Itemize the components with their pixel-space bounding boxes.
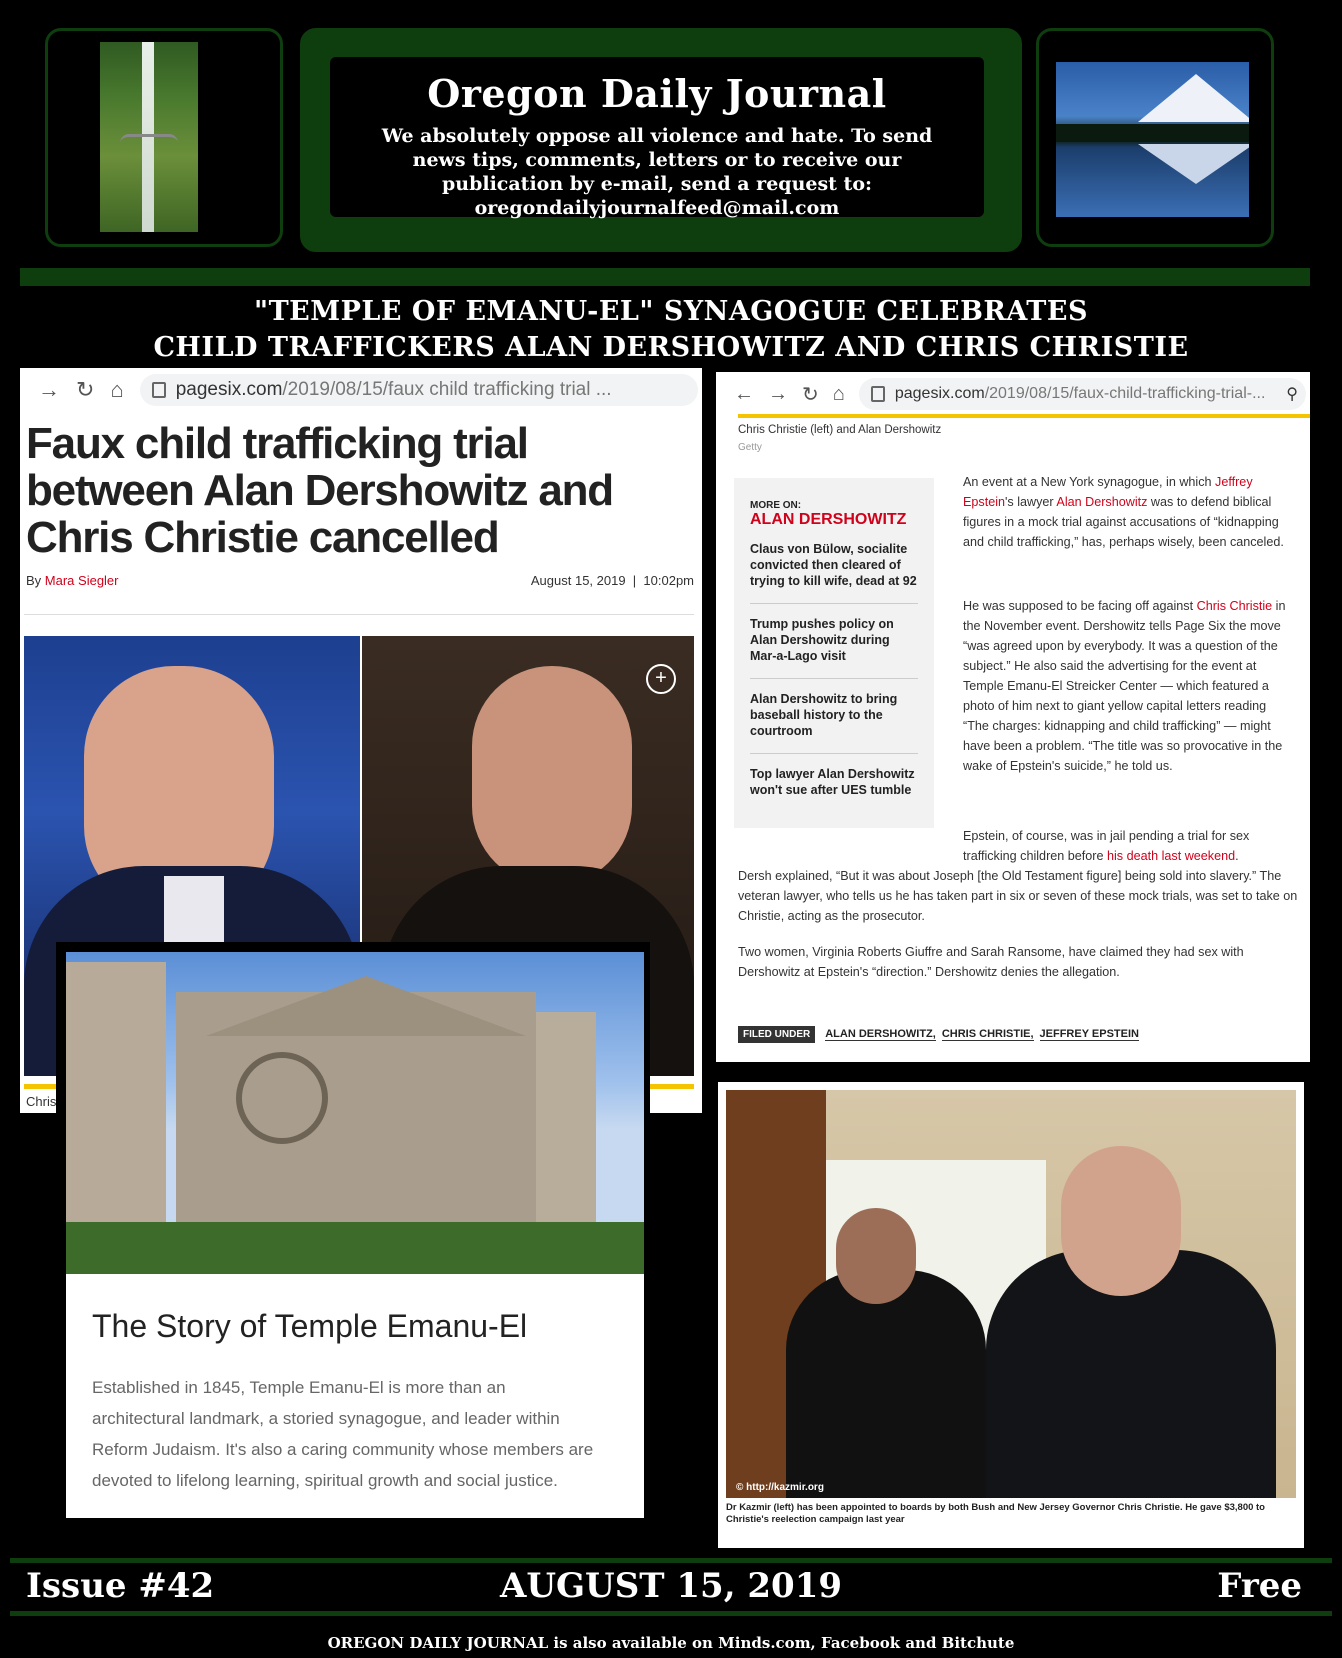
divider: [24, 614, 694, 615]
sidebar-item[interactable]: Alan Dershowitz to bring baseball history to the courtroom: [750, 679, 918, 754]
temple-card: [66, 952, 644, 1518]
photo-watermark: © http://kazmir.org: [736, 1482, 824, 1493]
link-alan-dershowitz[interactable]: Alan Dershowitz: [1056, 495, 1148, 509]
kazmir-christie-photo: [726, 1090, 1296, 1498]
paragraph-4: Two women, Virginia Roberts Giuffre and Sarah Ransome, have claimed they had sex with Dershowitz at Epstein's “direction.” Dershowitz denies the allegation.: [738, 945, 1244, 979]
more-on-heading[interactable]: ALAN DERSHOWITZ: [750, 511, 907, 528]
link-jeffrey-epstein[interactable]: Jeffrey Epstein: [963, 475, 1253, 509]
forward-icon[interactable]: →: [38, 377, 60, 402]
expand-icon[interactable]: +: [646, 664, 676, 694]
temple-photo: [66, 952, 644, 1274]
browser-toolbar-right: [716, 372, 1310, 416]
kazmir-photo-card: [718, 1082, 1304, 1548]
headline-line-2: CHILD TRAFFICKERS ALAN DERSHOWITZ AND CHRIS CHRISTIE: [153, 332, 1189, 363]
link-his-death[interactable]: his death last weekend: [1106, 849, 1236, 863]
url-domain: pagesix.com: [894, 385, 985, 402]
availability-note: OREGON DAILY JOURNAL is also available on Minds.com, Facebook and Bitchute: [327, 1634, 1015, 1652]
more-on-label: MORE ON:: [750, 500, 802, 511]
temple-body: Established in 1845, Temple Emanu-El is more than an architectural landmark, a storied synagogue, and leader within Reform Judaism. It's also a caring community whose members are devoted to lifelong learning, spiritual growth and social justice.: [92, 1378, 594, 1490]
paragraph-2: He was supposed to be facing off against Chris Christie in the November event. Dershowitz tells Page Six the move “was agreed upon by everybody. It was a question of the subject.” He also said the advertising for the event at Temple Emanu-El Streicker Center — which featured a photo of him next to giant yellow capital letters reading “The charges: kidnapping and child trafficking” — might have been a problem. “The title was so provocative in the wake of Epstein's suicide,” he told us.: [963, 599, 1286, 773]
mountain-lake-image: [1056, 62, 1249, 217]
author-link[interactable]: Mara Siegler: [44, 573, 119, 588]
home-icon[interactable]: ⌂: [110, 377, 124, 402]
lock-icon: [871, 386, 885, 402]
search-icon[interactable]: ⚲: [1286, 386, 1298, 403]
byline: By Mara Siegler August 15, 2019 | 10:02pm: [26, 573, 694, 588]
reload-icon[interactable]: ↻: [76, 377, 95, 402]
footer-top-rule: [10, 1558, 1332, 1563]
url-path: /2019/08/15/faux-child-trafficking-trial-...: [984, 385, 1266, 402]
paragraph-3-continued: Dersh explained, “But it was about Joseph [the Old Testament figure] being sold into slavery.” The veteran lawyer, who tells us he has taken part in six or seven of these mock trials, was set to take on Christie, acting as the prosecutor.: [738, 869, 1298, 923]
tag-link[interactable]: CHRIS CHRISTIE,: [941, 1028, 1034, 1040]
masthead-tagline: We absolutely oppose all violence and hate. To send news tips, comments, letters or to receive our publication by e-mail, send a request to: oregondailyjournalfeed@mail.com: [381, 125, 933, 219]
lock-icon: [152, 382, 166, 398]
paragraph-3: Epstein, of course, was in jail pending a trial for sex trafficking children before his death last weekend.: [963, 829, 1250, 863]
issue-number: Issue #42: [26, 1566, 215, 1606]
publication-title: Oregon Daily Journal: [427, 71, 887, 116]
photo-credit: Getty: [738, 442, 762, 453]
issue-date: AUGUST 15, 2019: [499, 1566, 843, 1606]
back-icon[interactable]: ←: [734, 382, 754, 405]
reload-icon[interactable]: ↻: [802, 383, 819, 406]
photo-caption: Chris Christie (left) and Alan Dershowitz: [738, 424, 942, 436]
sidebar-item[interactable]: Trump pushes policy on Alan Dershowitz during Mar-a-Lago visit: [750, 604, 918, 679]
home-icon[interactable]: ⌂: [832, 382, 845, 405]
link-chris-christie[interactable]: Chris Christie: [1196, 599, 1273, 613]
article-title: Faux child trafficking trial between Alan Dershowitz and Chris Christie cancelled: [26, 419, 613, 562]
url-domain: pagesix.com: [175, 379, 283, 400]
url-path: /2019/08/15/faux child trafficking trial ...: [282, 379, 612, 400]
filed-under: FILED UNDER ALAN DERSHOWITZ, CHRIS CHRISTIE, JEFFREY EPSTEIN: [738, 1026, 1139, 1043]
tag-link[interactable]: JEFFREY EPSTEIN: [1039, 1028, 1139, 1040]
tag-link[interactable]: ALAN DERSHOWITZ,: [825, 1028, 936, 1040]
more-on-sidebar: [734, 478, 934, 828]
photo-caption: Chris: [26, 1094, 57, 1109]
masthead: [330, 57, 984, 217]
footer-bottom-rule: [10, 1611, 1332, 1616]
masthead-divider: [20, 268, 1310, 286]
price: Free: [1217, 1566, 1302, 1606]
sidebar-item[interactable]: Claus von Bülow, socialite convicted then cleared of trying to kill wife, dead at 92: [750, 529, 918, 604]
forward-icon[interactable]: →: [768, 382, 788, 405]
address-bar[interactable]: [140, 374, 698, 406]
sidebar-item[interactable]: Top lawyer Alan Dershowitz won't sue after UES tumble: [750, 767, 915, 797]
right-article-screenshot: [716, 372, 1310, 1062]
address-bar[interactable]: [859, 378, 1306, 410]
browser-toolbar: [20, 368, 702, 412]
temple-title: The Story of Temple Emanu-El: [92, 1308, 528, 1344]
paragraph-1: An event at a New York synagogue, in which Jeffrey Epstein's lawyer Alan Dershowitz was to defend biblical figures in a mock trial against accusations of “kidnapping and child trafficking,” has, perhaps wisely, been canceled.: [963, 475, 1284, 549]
waterfall-image: [100, 42, 198, 232]
headline-line-1: "TEMPLE OF EMANU-EL" SYNAGOGUE CELEBRATES: [254, 296, 1088, 327]
kazmir-caption: Dr Kazmir (left) has been appointed to boards by both Bush and New Jersey Governor Chris Christie. He gave $3,800 to Christie's reelection campaign last year: [726, 1502, 1265, 1525]
caption-rule: [738, 414, 1310, 418]
